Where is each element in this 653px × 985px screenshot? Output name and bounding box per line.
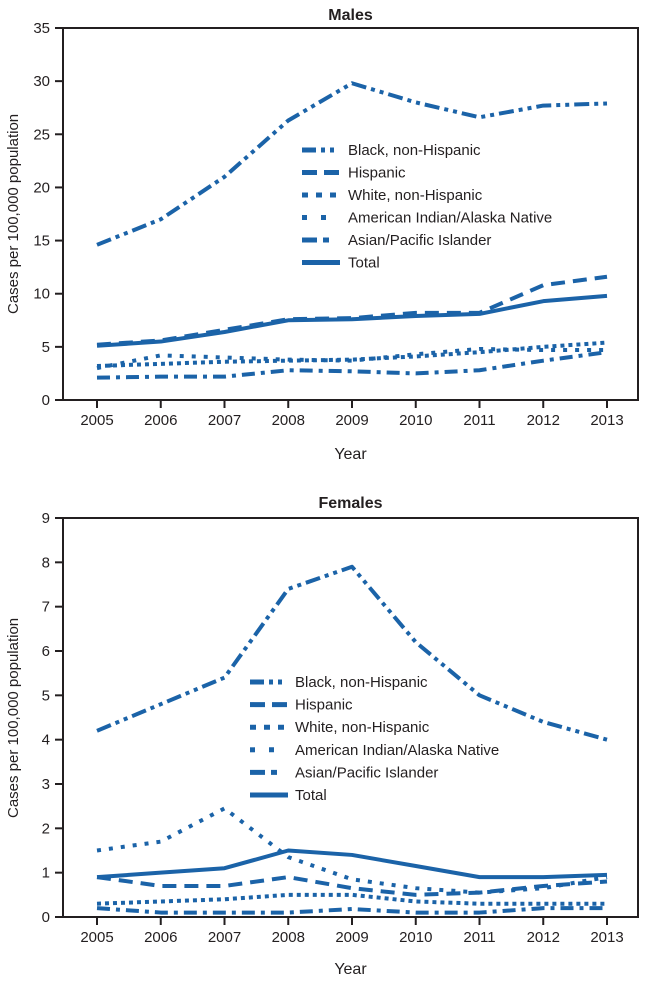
- x-axis-tick-label: 2011: [463, 412, 496, 429]
- y-axis-tick-label: 0: [41, 392, 50, 409]
- series-line-total: [97, 851, 607, 878]
- legend-label: Asian/Pacific Islander: [295, 764, 439, 782]
- series-line-black-non-hispanic: [97, 567, 607, 740]
- y-axis-tick-label: 15: [33, 232, 50, 250]
- x-axis-tick-label: 2010: [399, 412, 433, 429]
- series-line-white-non-hispanic: [97, 895, 607, 904]
- x-axis-tick-label: 2009: [335, 929, 369, 946]
- y-axis-tick-label: 8: [41, 554, 50, 572]
- y-axis-tick-label: 6: [41, 643, 50, 660]
- females-plot-canvas: [0, 480, 653, 985]
- x-axis-tick-label: 2008: [271, 929, 305, 946]
- y-axis-tick-label: 2: [41, 820, 50, 838]
- y-axis-tick-label: 25: [33, 126, 50, 144]
- legend-label: Total: [295, 787, 327, 804]
- series-line-american-indian-alaska-native: [97, 808, 607, 892]
- x-axis-tick-label: 2006: [144, 412, 178, 429]
- x-axis-tick-label: 2009: [335, 412, 369, 429]
- females-chart: [0, 480, 653, 985]
- plot-frame: [63, 518, 638, 917]
- legend-label: Total: [348, 254, 380, 272]
- females-chart-title: Females: [318, 495, 383, 512]
- legend-label: White, non-Hispanic: [295, 719, 430, 737]
- y-axis-tick-label: 3: [41, 776, 50, 793]
- series-line-asian-pacific-islander: [97, 908, 607, 912]
- y-axis-tick-label: 1: [41, 864, 50, 882]
- x-axis-tick-label: 2013: [590, 412, 624, 429]
- males-plot-canvas: [0, 0, 653, 480]
- legend-label: Black, non-Hispanic: [348, 142, 481, 159]
- x-axis-tick-label: 2007: [207, 412, 242, 429]
- y-axis-tick-label: 35: [33, 20, 50, 37]
- x-axis-tick-label: 2011: [463, 929, 496, 946]
- y-axis-tick-label: 4: [41, 731, 50, 749]
- males-y-axis-label: Cases per 100,000 population: [5, 113, 22, 315]
- x-axis-tick-label: 2008: [271, 412, 305, 429]
- x-axis-tick-label: 2007: [207, 929, 242, 946]
- series-line-american-indian-alaska-native: [97, 349, 607, 368]
- legend-label: Black, non-Hispanic: [295, 674, 428, 691]
- x-axis-tick-label: 2012: [526, 929, 560, 946]
- y-axis-tick-label: 30: [33, 73, 50, 91]
- x-axis-tick-label: 2010: [399, 929, 433, 946]
- x-axis-tick-label: 2013: [590, 929, 624, 946]
- y-axis-tick-label: 9: [41, 510, 50, 527]
- males-chart: [0, 0, 653, 480]
- series-line-asian-pacific-islander: [97, 352, 607, 378]
- x-axis-tick-label: 2005: [80, 929, 114, 946]
- y-axis-tick-label: 0: [41, 909, 50, 926]
- x-axis-tick-label: 2006: [144, 929, 178, 946]
- legend-label: White, non-Hispanic: [348, 187, 483, 204]
- legend-label: Hispanic: [295, 696, 353, 714]
- y-axis-tick-label: 10: [33, 285, 50, 303]
- legend-label: Hispanic: [348, 164, 406, 182]
- females-y-axis-label: Cases per 100,000 population: [5, 617, 22, 818]
- series-line-hispanic: [97, 277, 607, 345]
- y-axis-tick-label: 7: [41, 598, 50, 616]
- x-axis-tick-label: 2005: [80, 412, 114, 429]
- y-axis-tick-label: 5: [41, 338, 50, 356]
- legend-label: American Indian/Alaska Native: [295, 741, 500, 759]
- series-line-white-non-hispanic: [97, 343, 607, 366]
- y-axis-tick-label: 5: [41, 687, 50, 705]
- males-chart-title: Males: [328, 7, 373, 24]
- legend-label: American Indian/Alaska Native: [348, 209, 553, 227]
- x-axis-tick-label: 2012: [526, 412, 560, 429]
- series-line-total: [97, 296, 607, 346]
- legend-label: Asian/Pacific Islander: [348, 232, 492, 249]
- females-x-axis-label: Year: [334, 961, 367, 978]
- males-x-axis-label: Year: [334, 446, 367, 463]
- series-line-hispanic: [97, 877, 607, 895]
- y-axis-tick-label: 20: [33, 179, 50, 197]
